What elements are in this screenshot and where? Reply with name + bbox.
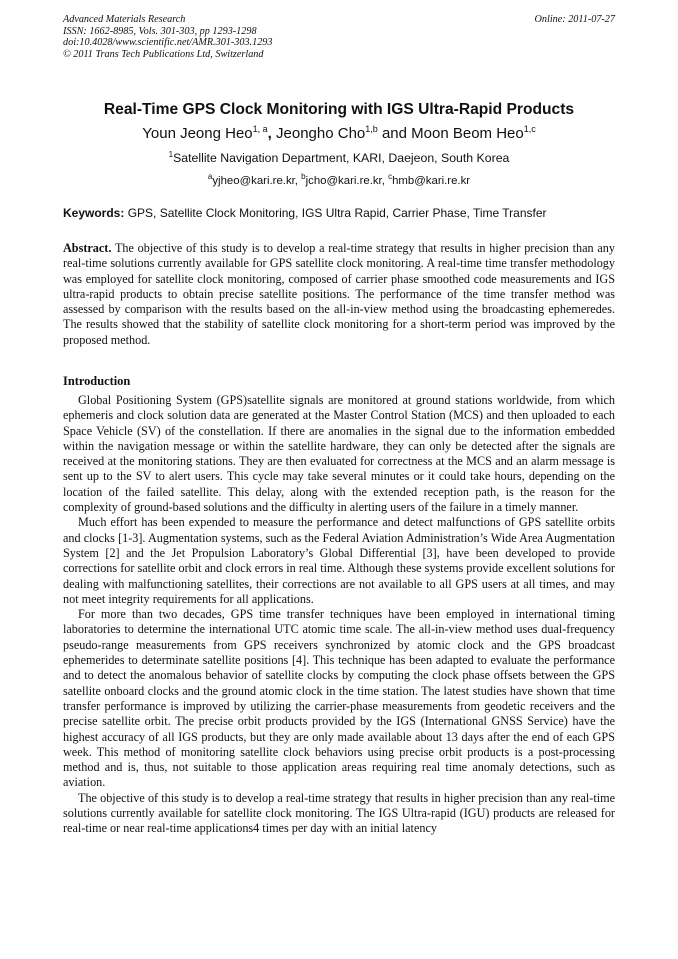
issn-line: ISSN: 1662-8985, Vols. 301-303, pp 1293-1298 [63,25,257,37]
affiliation [0,150,678,165]
author-list [0,124,678,142]
introduction-body [63,393,615,837]
author-separator: and [377,125,412,142]
author-name: Jeongho Cho [276,125,366,142]
author-name: Moon Beom Heo [411,125,524,142]
keywords-label: Keywords: [63,206,125,220]
affiliation-superscript: 1 [168,150,174,159]
email-superscript: a [207,172,213,181]
author-superscript: 1,c [523,124,536,134]
abstract-text: The objective of this study is to develop a real-time strategy that results in higher precision than any real-time solutions currently available for GPS satellite clock monitoring. A real-time time transfer methodology was employed for satellite clock monitoring, composed of carrier phase smoothed code measurements and IGS ultra-rapid products to obtain precise satellite positions. The performance of the time transfer method was assessed by comparison with the results based on the all-in-view method using the broadcasting ephemeredes. The results showed that the stability of satellite clock monitoring for a short-term period was improved by the proposed method. [63,241,615,347]
paragraph: The objective of this study is to develop a real-time strategy that results in higher precision than any real-time solutions currently available for satellite clock monitoring. The IGS Ultra-rapid (IGU) products are released for real-time or near real-time applications4 times per day with an initial latency [63,790,615,836]
abstract [63,241,615,348]
paper-title: Real-Time GPS Clock Monitoring with IGS Ultra-Rapid Products [103,101,575,118]
author-separator: , [267,125,277,142]
section-heading-introduction: Introduction [63,374,131,388]
doi-line: doi:10.4028/www.scientific.net/AMR.301-303.1293 [63,37,273,49]
paragraph: Much effort has been expended to measure the performance and detect malfunctions of GPS satellite orbits and clocks [1-3]. Augmentation systems, such as the Federal Aviation Administration’s Wide Area Augmentation System [2] and the Jet Propulsion Laboratory’s Global Differential [3], have been developed to provide corrections for satellite orbit and clock errors in real time. Although these systems provide excellent solutions for dealing with malfunctioning satellites, their corrections are not available to all GPS users at all times, and may not meet integrity requirements for all applications. [63,515,615,606]
abstract-label: Abstract. [63,241,112,255]
online-date: Online: 2011-07-27 [534,14,615,25]
email-superscript: b [301,172,306,181]
email-list [0,172,678,187]
keywords [63,206,618,220]
paragraph: Global Positioning System (GPS)satellite signals are monitored at ground stations worldwide, from which ephemeris and clock solution data are generated at the Master Control Station (MCS) and then uploaded to each Space Vehicle (SV) of the constellation. If there are anomalies in the signal due to the information embedded within the navigation message or within the satellite hardware, they can only be detected after the signals are received at the monitoring stations. They are then evaluated for correctness at the MCS and an alarm message is sent up to the SV to alert users. This cycle may take several minutes or it could take hours, depending on the location of the failed satellite. This delay, along with the extended reception path, is the reason for the complexity of ground-based solutions and the difficulty in alerting users of the failure in a timely manner. [63,393,615,515]
journal-header [63,14,272,60]
email-address: yjheo@kari.re.kr, [212,174,302,187]
author-name: Youn Jeong Heo [142,125,253,142]
author-superscript: 1,b [365,124,378,134]
email-address: hmb@kari.re.kr [392,174,471,187]
email-superscript: c [388,172,393,181]
author-superscript: 1, a [252,124,268,134]
keywords-text: GPS, Satellite Clock Monitoring, IGS Ultra Rapid, Carrier Phase, Time Transfer [124,206,547,220]
paragraph: For more than two decades, GPS time transfer techniques have been employed in international timing laboratories to determine the international UTC atomic time scale. The all-in-view method uses dual-frequency pseudo-range measurements from GPS receivers synchronized by atomic clock and the GPS broadcast ephemerides to determinate satellite positions [4]. This technique has been adapted to evaluate the performance and to detect the anomalous behavior of satellite clocks by computing the clock phase offsets between the GPS satellite onboard clocks and the ground atomic clock in the time station. The latest studies have shown that time transfer performance is improved by utilizing the carrier-phase measurements from geodetic receivers and the precise satellite orbit. The precise orbit products provided by the IGS (International GNSS Service) have the highest accuracy of all IGS products, but they are only made available about 13 days after the end of each GPS week. This method of monitoring satellite clock behaviors using precise orbit products is a post-processing method and is, thus, not suitable to those application areas requiring real time anomaly detections, such as aviation. [63,607,615,790]
email-address: jcho@kari.re.kr, [305,174,389,187]
affiliation-text: Satellite Navigation Department, KARI, Daejeon, South Korea [173,151,510,166]
copyright-line: © 2011 Trans Tech Publications Ltd, Switzerland [63,48,264,60]
journal-name: Advanced Materials Research [63,14,186,25]
